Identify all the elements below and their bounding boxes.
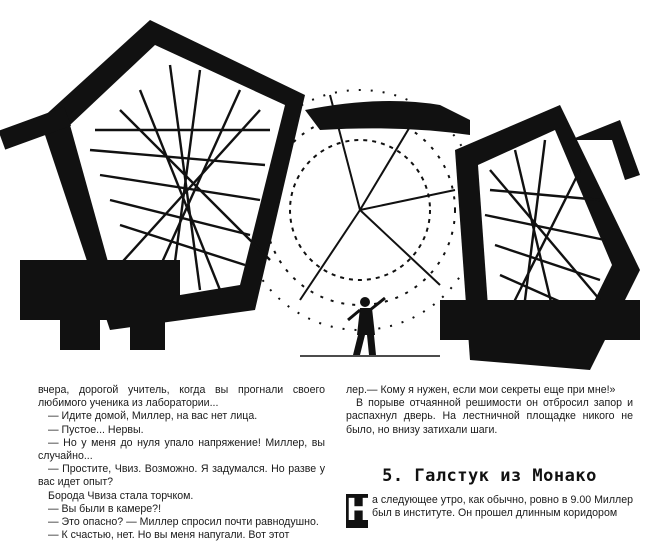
top-shape xyxy=(305,101,470,135)
paragraph: В порыве отчаянной решимости он отбросил запор и распахнул дверь. На лестничной площадке никого не было, но внизу затихали шаги. xyxy=(346,397,633,436)
paragraph: — Это опасно? — Миллер спросил почти равнодушно. xyxy=(48,516,319,529)
paragraph: лер.— Кому я нужен, если мои секреты еще при мне!» xyxy=(346,384,616,396)
paragraph: а следующее утро, как обычно, ровно в 9.00 Миллер был в институте. Он прошел длинным коридором xyxy=(372,494,633,520)
paragraph: — Простите, Чвиз. Возможно. Я задумался. Но разве у вас идет опыт? xyxy=(38,463,325,489)
chapter-heading: 5. Галстук из Монако xyxy=(382,466,597,486)
paragraph: — Но у меня до нуля упало напряжение! Миллер, вы случайно... xyxy=(38,436,325,463)
paragraph: — Пустое... Нервы. xyxy=(48,423,144,436)
paragraph: Борода Чвиза стала торчком. xyxy=(48,489,194,502)
dropcap-letter: Н xyxy=(346,493,372,528)
right-machine xyxy=(440,105,640,370)
paragraph: — Вы были в камере?! xyxy=(48,502,162,515)
text-column-right xyxy=(346,384,633,437)
paragraph: — К счастью, нет. Но вы меня напугали. Вот этот xyxy=(48,529,290,542)
paragraph: — Идите домой, Миллер, на вас нет лица. xyxy=(48,410,258,423)
left-machine xyxy=(0,20,305,350)
text-column-left xyxy=(38,384,325,542)
paragraph: вчера, дорогой учитель, когда вы прогнали своего любимого ученика из лаборатории... xyxy=(38,384,325,410)
chapter-opening xyxy=(346,494,633,528)
